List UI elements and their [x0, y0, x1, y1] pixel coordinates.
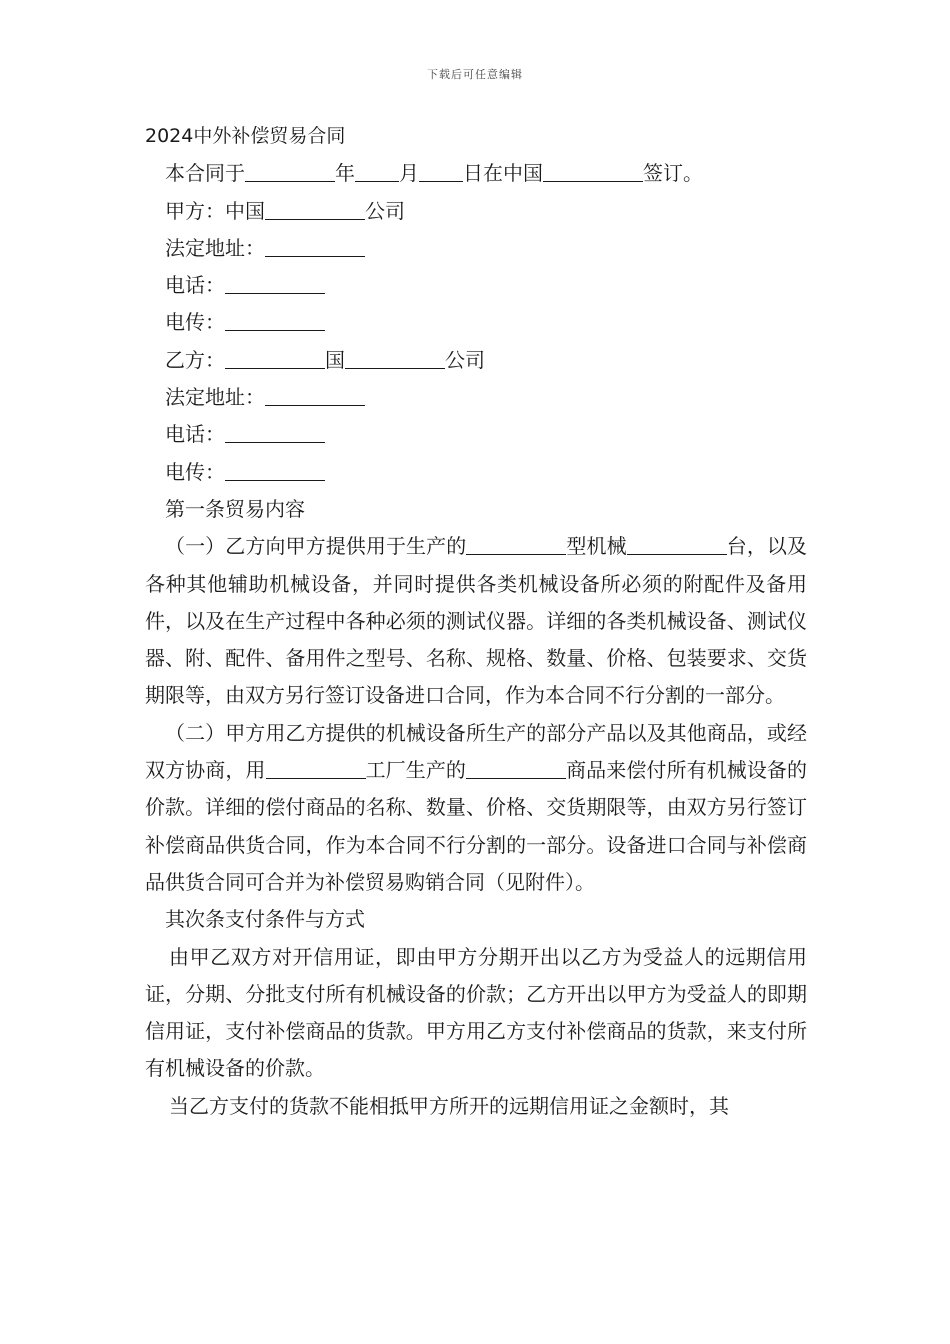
party-a-address-blank	[265, 238, 365, 257]
month-blank	[355, 163, 399, 182]
party-b-phone-line	[145, 416, 807, 453]
party-b-address-label: 法定地址：	[165, 385, 265, 410]
party-b-address-line	[145, 379, 807, 416]
place-blank	[543, 163, 643, 182]
header-note: 下载后可任意编辑	[427, 68, 523, 81]
party-a-fax-label: 电传：	[165, 310, 225, 335]
date-line-text-5: 签订。	[643, 161, 703, 186]
article-2-paragraph-2: 当乙方支付的货款不能相抵甲方所开的远期信用证之金额时，其	[169, 1093, 729, 1118]
party-a-address-label: 法定地址：	[165, 235, 265, 260]
date-line	[145, 155, 807, 192]
party-b-address-blank	[265, 387, 365, 406]
party-a-line	[145, 193, 807, 230]
party-a-label: 甲方：中国	[165, 198, 265, 223]
date-line-text-3: 月	[399, 161, 419, 186]
clause-2-text-1: （二）甲方用乙方提供的机械设备所生产的部分产品以及其他商品，或经双方协商，用	[145, 720, 807, 783]
party-a-fax-blank	[225, 312, 325, 331]
party-b-fax-blank	[225, 462, 325, 481]
document-body	[145, 118, 807, 1125]
party-a-suffix: 公司	[365, 198, 405, 223]
year-blank	[245, 163, 335, 182]
machine-model-blank	[466, 536, 566, 555]
party-b-line	[145, 342, 807, 379]
party-a-phone-label: 电话：	[165, 273, 225, 298]
party-a-address-line	[145, 230, 807, 267]
party-b-fax-line	[145, 454, 807, 491]
clause-1-text-3: 台，以及各种其他辅助机械设备，并同时提供各类机械设备所必须的附配件及备用件，以及在生产过程中各种必须的测试仪器。详细的各类机械设备、测试仪器、附、配件、备用件之型号、名称、规格、数量、价格、包装要求、交货期限等，由双方另行签订设备进口合同，作为本合同不行分割的一部分。	[145, 534, 808, 708]
party-b-fax-label: 电传：	[165, 459, 225, 484]
party-b-name-blank	[345, 350, 445, 369]
party-a-name-blank	[265, 201, 365, 220]
machine-count-blank	[627, 536, 727, 555]
clause-1-text-1: （一）乙方向甲方提供用于生产的	[165, 534, 467, 559]
party-b-label: 乙方：	[165, 347, 225, 372]
clause-2-text-2: 工厂生产的	[365, 758, 466, 783]
article-1-heading: 第一条贸易内容	[165, 496, 305, 521]
document-title: 2024中外补偿贸易合同	[145, 125, 346, 147]
article-2-paragraph-1: 由甲乙双方对开信用证，即由甲方分期开出以乙方为受益人的远期信用证，分期、分批支付所有机械设备的价款；乙方开出以甲方为受益人的即期信用证，支付补偿商品的货款。甲方用乙方支付补偿商品的货款，来支付所有机械设备的价款。	[145, 944, 807, 1081]
article-2-heading: 其次条支付条件与方式	[165, 907, 365, 932]
party-a-fax-line	[145, 304, 807, 341]
clause-1-text-2: 型机械	[566, 534, 627, 559]
date-line-text-1: 本合同于	[165, 161, 245, 186]
clause-2-text-3: 商品来偿付所有机械设备的价款。详细的偿付商品的名称、数量、价格、交货期限等，由双方另行签订补偿商品供货合同，作为本合同不行分割的一部分。设备进口合同与补偿商品供货合同可合并为补偿贸易购销合同（见附件）。	[145, 758, 807, 894]
day-blank	[419, 163, 463, 182]
party-b-country-label: 国	[325, 347, 345, 372]
party-b-suffix: 公司	[445, 347, 485, 372]
party-b-phone-label: 电话：	[165, 422, 225, 447]
party-b-phone-blank	[225, 424, 325, 443]
goods-blank	[466, 760, 566, 779]
party-b-country-blank	[225, 350, 325, 369]
date-line-text-2: 年	[335, 161, 355, 186]
article-1-clause-2	[145, 715, 807, 901]
article-1-clause-1	[145, 528, 807, 714]
party-a-phone-blank	[225, 275, 325, 294]
party-a-phone-line	[145, 267, 807, 304]
factory-blank	[266, 760, 366, 779]
date-line-text-4: 日在中国	[463, 161, 543, 186]
